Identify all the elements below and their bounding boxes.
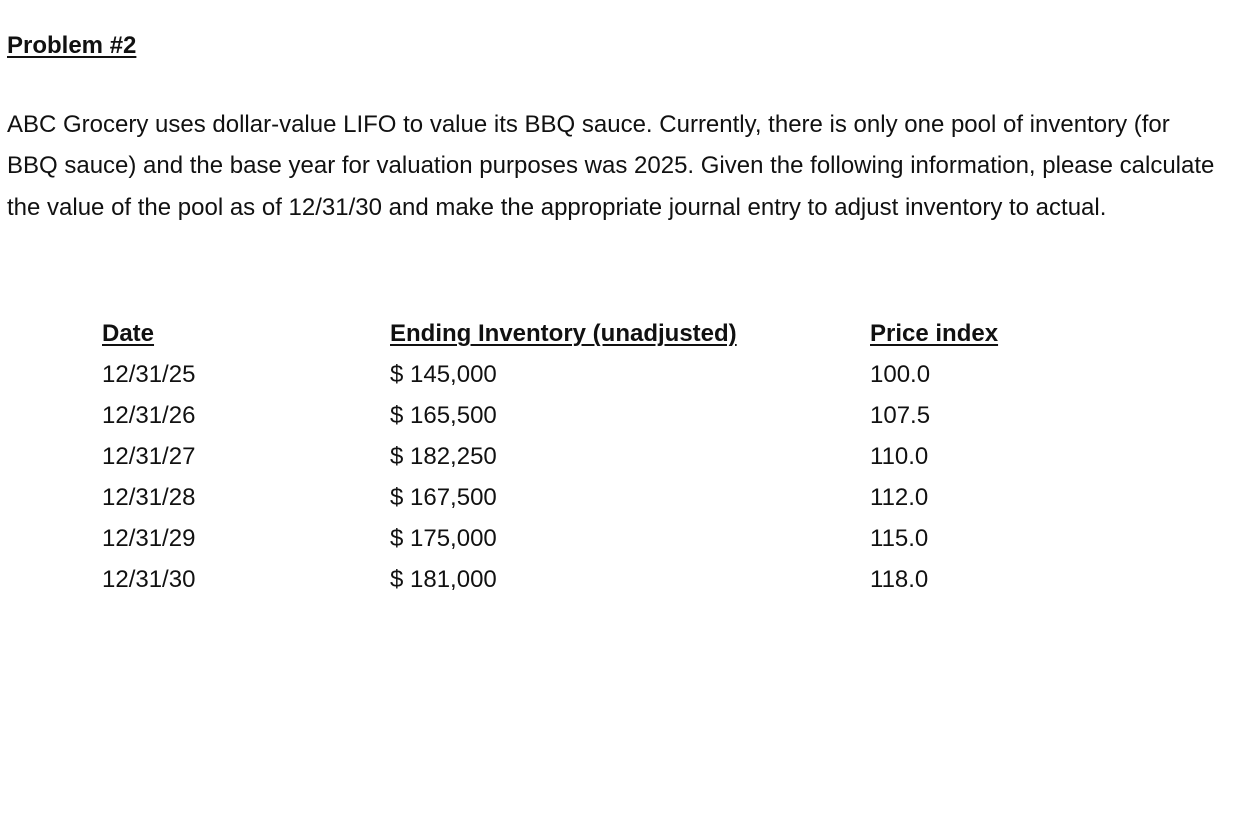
table-row-2-date: 12/31/26 <box>102 402 196 429</box>
table-row-6-inventory: $ 181,000 <box>390 566 497 593</box>
problem-statement: ABC Grocery uses dollar-value LIFO to value its BBQ sauce. Currently, there is only one pool of inventory (for BBQ sauce) and the base year for valuation purposes was 2025. Given the following information, please calculate the value of the pool as of 12/31/30 and make the appropriate journal entry to adjust inventory to actual. <box>7 111 1215 221</box>
table-row-3-index: 110.0 <box>870 443 929 470</box>
table-row-1-inventory: $ 145,000 <box>390 361 497 388</box>
table-row-4-index: 112.0 <box>870 484 929 511</box>
table-row-1-index: 100.0 <box>870 361 931 388</box>
table-row-2-index: 107.5 <box>870 402 931 429</box>
table-row-5-date: 12/31/29 <box>102 525 196 552</box>
table-row-6-date: 12/31/30 <box>102 566 196 593</box>
header-ending-inventory: Ending Inventory (unadjusted) <box>390 320 737 347</box>
table-row-2-inventory: $ 165,500 <box>390 402 497 429</box>
table-row-3-date: 12/31/27 <box>102 443 196 470</box>
table-row-4-inventory: $ 167,500 <box>390 484 497 511</box>
table-row-4-date: 12/31/28 <box>102 484 196 511</box>
problem-title: Problem #2 <box>7 32 137 59</box>
header-price-index: Price index <box>870 320 999 347</box>
table-row-1-date: 12/31/25 <box>102 361 196 388</box>
table-row-5-index: 115.0 <box>870 525 929 552</box>
table-row-3-inventory: $ 182,250 <box>390 443 497 470</box>
table-row-5-inventory: $ 175,000 <box>390 525 497 552</box>
table-row-6-index: 118.0 <box>870 566 929 593</box>
header-date: Date <box>102 320 155 347</box>
